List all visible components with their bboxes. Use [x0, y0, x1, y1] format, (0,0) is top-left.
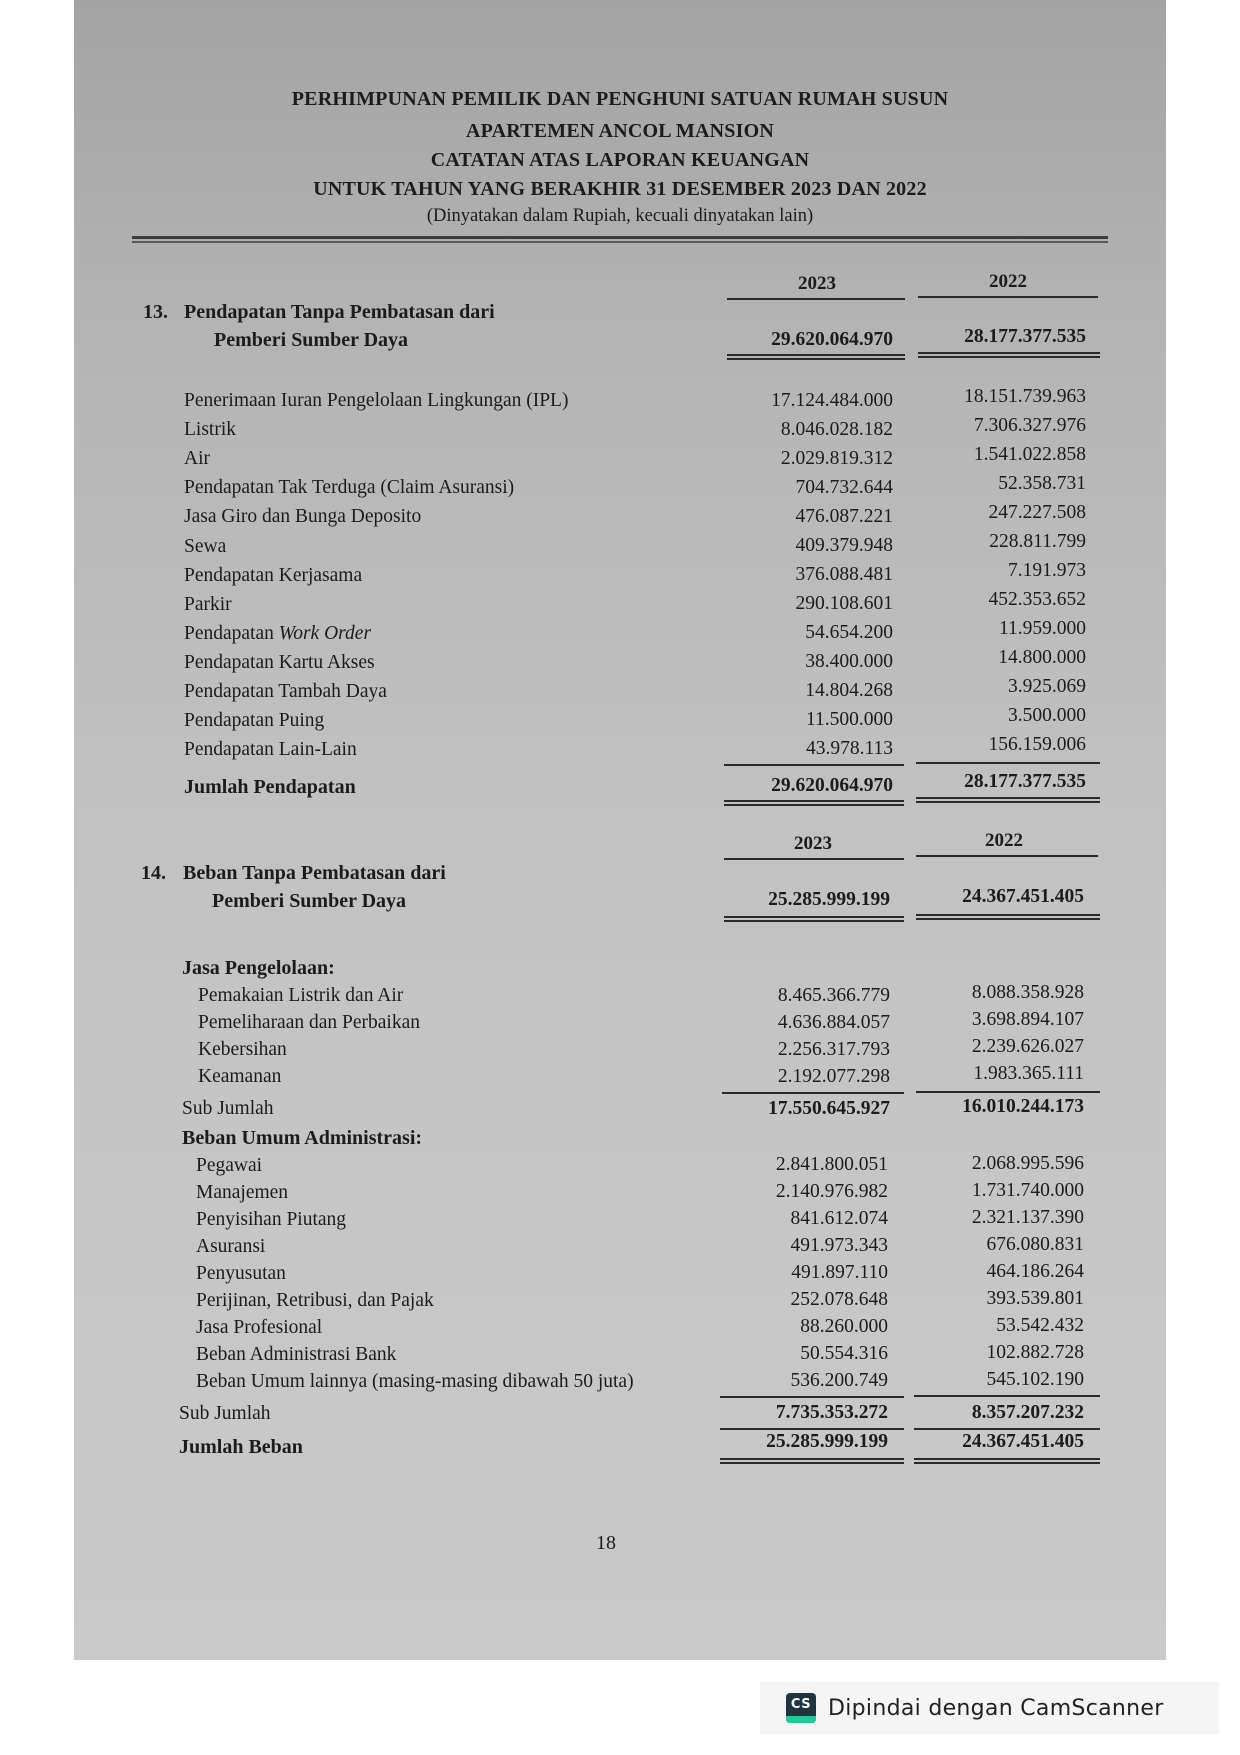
- double-underline: [724, 920, 904, 922]
- line-item-label: Sewa: [184, 536, 227, 557]
- header-divider-2: [132, 241, 1108, 243]
- line-item-label: Pendapatan Tak Terduga (Claim Asuransi): [184, 477, 515, 498]
- label-prefix: Pendapatan: [184, 623, 279, 644]
- col-underline: [727, 298, 905, 300]
- subtotal-underline: [916, 762, 1100, 764]
- line-item-2022: 1.983.365.111: [973, 1063, 1084, 1084]
- line-item-2023: 38.400.000: [805, 651, 893, 672]
- camscanner-logo-text: CS: [790, 1697, 812, 1712]
- line-item-2023: 88.260.000: [800, 1316, 888, 1337]
- note-14-sum-label: Jumlah Beban: [179, 1436, 303, 1458]
- col-header-2022: 2022: [989, 271, 1027, 292]
- camscanner-watermark: [760, 1682, 1219, 1734]
- note-14-number: 14.: [141, 862, 166, 884]
- subtotal-underline: [720, 1396, 904, 1398]
- note-14-sum-2023: 25.285.999.199: [766, 1431, 888, 1452]
- camscanner-logo-icon: [786, 1693, 816, 1723]
- line-item-2022: 247.227.508: [988, 502, 1086, 523]
- note-13-total-2023: 29.620.064.970: [771, 329, 893, 350]
- note-14-sum-2022: 24.367.451.405: [962, 1431, 1084, 1452]
- col-underline: [724, 858, 904, 860]
- doc-currency-note: (Dinyatakan dalam Rupiah, kecuali dinyatakan lain): [426, 206, 814, 226]
- note-14-total-2022: 24.367.451.405: [962, 886, 1084, 907]
- group-title-beban-umum-administrasi: Beban Umum Administrasi:: [182, 1127, 423, 1149]
- line-item-label: Pemakaian Listrik dan Air: [198, 985, 404, 1006]
- line-item-2022: 11.959.000: [998, 618, 1086, 639]
- line-item-label: Perijinan, Retribusi, dan Pajak: [196, 1290, 434, 1311]
- line-item-2023: 491.973.343: [790, 1235, 888, 1256]
- org-subname: APARTEMEN ANCOL MANSION: [466, 120, 774, 142]
- line-item-label: Keamanan: [198, 1066, 282, 1087]
- line-item-2023: 2.192.077.298: [777, 1066, 890, 1087]
- line-item-2022: 52.358.731: [998, 473, 1086, 494]
- line-item-label: Jasa Giro dan Bunga Deposito: [184, 506, 422, 527]
- line-item-2022: 156.159.006: [988, 734, 1086, 755]
- line-item-label: Pendapatan Kerjasama: [184, 565, 363, 586]
- line-item-2022: 545.102.190: [986, 1369, 1084, 1390]
- line-item-label: Kebersihan: [198, 1039, 287, 1060]
- line-item-2022: 464.186.264: [986, 1261, 1084, 1282]
- group-title-jasa-pengelolaan: Jasa Pengelolaan:: [182, 957, 335, 979]
- line-item-2022: 2.068.995.596: [971, 1153, 1084, 1174]
- line-item-2023: 476.087.221: [795, 506, 893, 527]
- col-header-2023: 2023: [798, 273, 836, 294]
- line-item-2023: 17.124.484.000: [771, 390, 893, 411]
- line-item-label: Air: [184, 448, 210, 469]
- line-item-2023: 409.379.948: [795, 535, 893, 556]
- line-item-label: Pendapatan Kartu Akses: [184, 652, 375, 673]
- group1-subtotal-2023: 17.550.645.927: [768, 1098, 890, 1119]
- double-underline: [727, 354, 905, 356]
- line-item-2022: 452.353.652: [988, 589, 1086, 610]
- label-italic: Work Order: [278, 623, 372, 644]
- line-item-2023: 8.046.028.182: [780, 419, 893, 440]
- line-item-2022: 676.080.831: [986, 1234, 1084, 1255]
- note-13-number: 13.: [143, 301, 168, 323]
- page-number: 18: [596, 1532, 616, 1554]
- group2-subtotal-2022: 8.357.207.232: [971, 1402, 1084, 1423]
- note-13-title-cont: Pemberi Sumber Daya: [214, 329, 409, 351]
- line-item-label: Asuransi: [196, 1236, 266, 1257]
- group2-subtotal-label: Sub Jumlah: [179, 1403, 271, 1424]
- line-item-2022: 18.151.739.963: [964, 386, 1086, 407]
- double-underline: [916, 914, 1100, 916]
- note-14-total-2023: 25.285.999.199: [768, 889, 890, 910]
- line-item-2022: 3.500.000: [1008, 705, 1086, 726]
- line-item-2022: 393.539.801: [986, 1288, 1084, 1309]
- subtotal-underline: [720, 1428, 904, 1430]
- line-item-2023: 2.841.800.051: [775, 1154, 888, 1175]
- line-item-2022: 7.191.973: [1008, 560, 1086, 581]
- line-item-2023: 491.897.110: [791, 1262, 888, 1283]
- line-item-label: Parkir: [184, 594, 232, 615]
- org-name: PERHIMPUNAN PEMILIK DAN PENGHUNI SATUAN RUMAH SUSUN: [291, 88, 949, 110]
- line-item-2023: 43.978.113: [805, 738, 893, 759]
- line-item-2023: 54.654.200: [805, 622, 893, 643]
- line-item-2022: 1.731.740.000: [971, 1180, 1084, 1201]
- line-item-label: Pegawai: [196, 1155, 263, 1176]
- note-13-title: Pendapatan Tanpa Pembatasan dari: [184, 301, 495, 323]
- line-item-label: Manajemen: [196, 1182, 289, 1203]
- subtotal-underline: [916, 1091, 1100, 1093]
- line-item-2023: 290.108.601: [795, 593, 893, 614]
- line-item-2022: 8.088.358.928: [971, 982, 1084, 1003]
- note-13-total-2022: 28.177.377.535: [964, 326, 1086, 347]
- line-item-2022: 2.321.137.390: [971, 1207, 1084, 1228]
- line-item-2023: 8.465.366.779: [777, 985, 890, 1006]
- double-underline: [918, 352, 1100, 354]
- col-header-2023: 2023: [794, 833, 832, 854]
- subtotal-underline: [914, 1395, 1100, 1397]
- line-item-2023: 4.636.884.057: [777, 1012, 890, 1033]
- line-item-2023: 376.088.481: [795, 564, 893, 585]
- double-underline: [724, 800, 904, 802]
- line-item-2022: 7.306.327.976: [973, 415, 1086, 436]
- double-underline: [727, 358, 905, 360]
- doc-title: CATATAN ATAS LAPORAN KEUANGAN: [430, 149, 810, 171]
- double-underline: [916, 918, 1100, 920]
- line-item-2022: 1.541.022.858: [973, 444, 1086, 465]
- line-item-2022: 14.800.000: [998, 647, 1086, 668]
- line-item-label: Penyusutan: [196, 1263, 286, 1284]
- camscanner-watermark-text: Dipindai dengan CamScanner: [828, 1695, 1164, 1721]
- double-underline: [720, 1462, 904, 1464]
- line-item-label: Beban Administrasi Bank: [196, 1344, 397, 1365]
- col-underline: [916, 855, 1098, 857]
- double-underline: [914, 1462, 1100, 1464]
- group1-subtotal-2022: 16.010.244.173: [962, 1096, 1084, 1117]
- line-item-2023: 14.804.268: [805, 680, 893, 701]
- line-item-2023: 704.732.644: [795, 477, 893, 498]
- subtotal-underline: [724, 764, 904, 766]
- line-item-label: Pendapatan Lain-Lain: [184, 739, 357, 760]
- line-item-2023: 50.554.316: [800, 1343, 888, 1364]
- line-item-2023: 2.029.819.312: [780, 448, 893, 469]
- line-item-label: Penyisihan Piutang: [196, 1209, 347, 1230]
- line-item-2022: 228.811.799: [989, 531, 1086, 552]
- line-item-2022: 53.542.432: [996, 1315, 1084, 1336]
- note-13-sum-2023: 29.620.064.970: [771, 775, 893, 796]
- line-item-label: Pendapatan Tambah Daya: [184, 681, 387, 702]
- double-underline: [918, 356, 1100, 358]
- line-item-2022: 3.925.069: [1008, 676, 1086, 697]
- double-underline: [720, 1458, 904, 1460]
- line-item-2022: 102.882.728: [986, 1342, 1084, 1363]
- line-item-label: Penerimaan Iuran Pengelolaan Lingkungan (IPL): [184, 390, 569, 411]
- line-item-label: [184, 623, 371, 645]
- line-item-label: Pendapatan Puing: [184, 710, 325, 731]
- double-underline: [916, 797, 1100, 799]
- double-underline: [914, 1458, 1100, 1460]
- line-item-2023: 536.200.749: [790, 1370, 888, 1391]
- note-13-sum-2022: 28.177.377.535: [964, 771, 1086, 792]
- group1-subtotal-label: Sub Jumlah: [182, 1098, 274, 1119]
- line-item-2022: 3.698.894.107: [971, 1009, 1084, 1030]
- line-item-label: Listrik: [184, 419, 236, 440]
- note-14-title-cont: Pemberi Sumber Daya: [212, 890, 407, 912]
- line-item-2023: 2.140.976.982: [775, 1181, 888, 1202]
- line-item-2023: 11.500.000: [805, 709, 893, 730]
- line-item-2023: 252.078.648: [790, 1289, 888, 1310]
- note-14-title: Beban Tanpa Pembatasan dari: [183, 862, 446, 884]
- doc-period: UNTUK TAHUN YANG BERAKHIR 31 DESEMBER 2023 DAN 2022: [313, 178, 927, 200]
- group2-subtotal-2023: 7.735.353.272: [775, 1402, 888, 1423]
- col-underline: [918, 296, 1098, 298]
- col-header-2022: 2022: [985, 830, 1023, 851]
- line-item-2023: 841.612.074: [790, 1208, 888, 1229]
- line-item-2022: 2.239.626.027: [971, 1036, 1084, 1057]
- note-13-sum-label: Jumlah Pendapatan: [184, 776, 356, 798]
- line-item-label: Pemeliharaan dan Perbaikan: [198, 1012, 420, 1033]
- double-underline: [724, 916, 904, 918]
- header-divider: [132, 236, 1108, 239]
- double-underline: [724, 804, 904, 806]
- subtotal-underline: [722, 1092, 904, 1094]
- line-item-label: Beban Umum lainnya (masing-masing dibawah 50 juta): [196, 1371, 634, 1392]
- line-item-label: Jasa Profesional: [196, 1317, 323, 1338]
- line-item-2023: 2.256.317.793: [777, 1039, 890, 1060]
- subtotal-underline: [914, 1428, 1100, 1430]
- double-underline: [916, 801, 1100, 803]
